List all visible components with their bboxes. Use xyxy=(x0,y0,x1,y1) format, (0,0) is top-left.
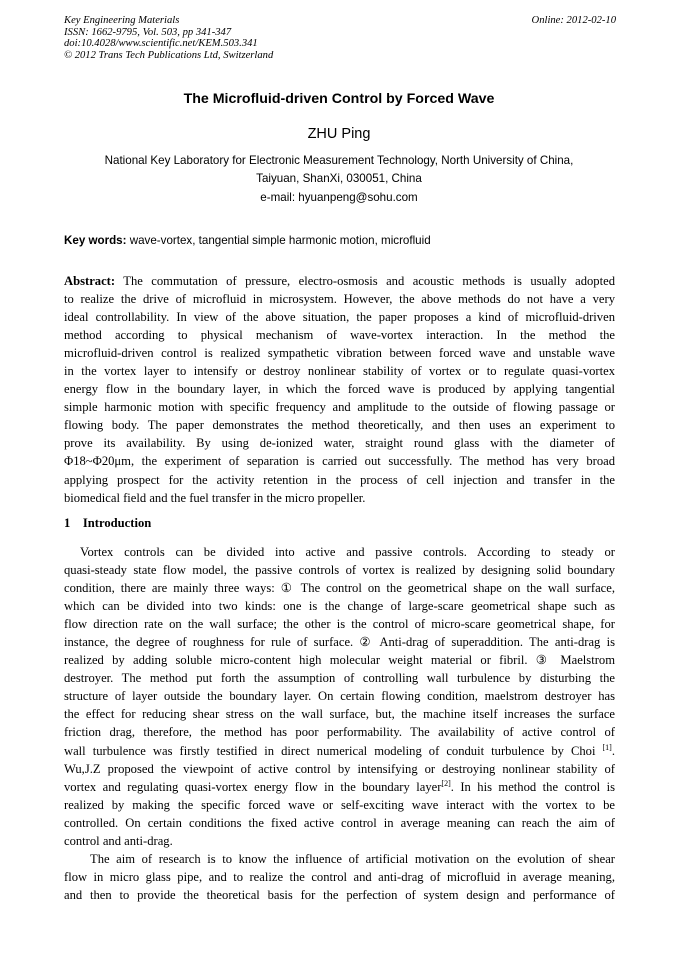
paper-title: The Microfluid-driven Control by Forced Wave xyxy=(183,91,495,107)
intro-line: condition, there are mainly three ways: ① The control on the geometrical shape on the wall surface, xyxy=(64,581,615,596)
abstract-line: prove its availability. By using de-ionized water, straight round glass with the diameter of xyxy=(64,436,615,451)
issn-line: ISSN: 1662-9795, Vol. 503, pp 341-347 xyxy=(64,26,232,38)
affiliation-line: National Key Laboratory for Electronic Measurement Technology, North University of China, xyxy=(104,154,574,167)
intro-line: flow direction rate on the wall surface; the other is the control of micro-scare geometrical shape, for xyxy=(64,617,615,632)
abstract xyxy=(64,272,615,507)
intro-line: control and anti-drag. xyxy=(64,833,173,848)
doi-line: doi:10.4028/www.scientific.net/KEM.503.341 xyxy=(64,38,258,50)
abstract-line: ideal controllability. In view of the above situation, the paper proposes a kind of microfluid-driven xyxy=(64,310,615,325)
intro-line: instance, the degree of roughness for rule of surface. ② Anti-drag of superaddition. The anti-drag is xyxy=(64,635,615,650)
keywords-text: wave-vortex, tangential simple harmonic motion, microfluid xyxy=(129,234,431,247)
affiliation-line: Taiyuan, ShanXi, 030051, China xyxy=(256,172,422,186)
abstract-line: to realize the drive of microfluid in microsystem. However, the above methods do not have a very xyxy=(64,292,615,307)
abstract-line-text: The commutation of pressure, electro-osmosis and acoustic methods is usually adopted xyxy=(123,274,615,288)
introduction-text xyxy=(64,543,615,904)
email-line: e-mail: hyuanpeng@sohu.com xyxy=(260,190,418,204)
abstract-line: microfluid-driven control is realized sympathetic vibration between forced wave and unstable wave xyxy=(64,346,615,361)
abstract-line: in the vortex layer to intensify or destroy nonlinear stability of vortex or to regulate quasi-vortex xyxy=(64,364,615,379)
section-heading xyxy=(64,516,151,531)
citation-ref: [1] xyxy=(602,742,612,752)
paper-author: ZHU Ping xyxy=(307,126,371,142)
intro-line-tail: . In his method the control is xyxy=(450,779,615,794)
intro-line: realized by making the specific forced wave or self-exciting wave interact with the vortex to be xyxy=(64,797,615,812)
intro-line: quasi-steady state flow model, the passive controls of vortex is realized by designing solid boundary xyxy=(64,563,615,578)
intro-line xyxy=(64,742,615,760)
intro-line: which can be divided into two kinds: one is the change of large-scare geometrical shape such as xyxy=(64,599,615,614)
section-number: 1 xyxy=(64,516,71,530)
intro-line xyxy=(64,778,615,796)
intro-line: controlled. On certain conditions the fixed active control in average meaning can reach the aim of xyxy=(64,815,615,830)
intro-line-text: vortex and regulating quasi-vortex energy flow in the boundary layer xyxy=(64,779,442,794)
intro-line: Vortex controls can be divided into active and passive controls. According to steady or xyxy=(80,545,615,559)
intro-line: The aim of research is to know the influence of artificial motivation on the evolution of shear xyxy=(90,851,615,866)
keywords xyxy=(64,234,616,247)
intro-line: and then to provide the theoretical basis for the perfection of system design and performance of xyxy=(64,887,615,902)
abstract-line: applying prospect for the activity retention in the process of cell injection and transfer in the xyxy=(64,472,615,487)
online-date: Online: 2012-02-10 xyxy=(531,15,616,26)
intro-line: destroyer. The method put forth the assumption of controlling wall turbulence by disturbing the xyxy=(64,671,615,686)
abstract-line: biomedical field and the fuel transfer in the micro propeller. xyxy=(64,490,366,505)
abstract-line: Φ18~Φ20μm, the experiment of separation is carried out successfully. The method has very broad xyxy=(64,454,615,469)
abstract-label: Abstract: xyxy=(64,274,116,288)
journal-name: Key Engineering Materials xyxy=(64,15,180,26)
abstract-line: flowing body. The paper demonstrates the method theoretically, and then uses an experiment to xyxy=(64,418,615,433)
citation-punct: . xyxy=(611,743,615,758)
affiliation xyxy=(0,152,678,207)
keywords-label: Key words: xyxy=(64,234,127,247)
citation-ref: [2] xyxy=(441,778,451,788)
section-title: Introduction xyxy=(82,516,152,530)
intro-line: Wu,J.Z proposed the viewpoint of active control by intensifying or destroying nonlinear stability of xyxy=(64,761,615,776)
journal-header xyxy=(64,15,616,61)
abstract-line xyxy=(64,272,615,290)
intro-line: flow in micro glass pipe, and to realize the control and anti-drag of microfluid in average meaning, xyxy=(64,869,615,884)
abstract-line: simple harmonic motion with specific frequency and amplitude to the outside of flowing passage or xyxy=(64,400,615,415)
intro-line: structure of layer outside the boundary layer. On certain flowing condition, maelstrom destroyer has xyxy=(64,689,615,704)
copyright-line: © 2012 Trans Tech Publications Ltd, Switzerland xyxy=(64,49,274,61)
abstract-line: energy flow in the boundary layer, in which the forced wave is produced by applying tangential xyxy=(64,382,615,397)
intro-line: realized by adding soluble micro-content high molecular weight material or fibril. ③ Maelstrom xyxy=(64,653,615,668)
intro-line: friction drag, therefore, the method has poor performability. The availability of active control of xyxy=(64,725,615,740)
intro-line: the effect for reducing shear stress on the wall surface, but, the machine itself increases the surface xyxy=(64,707,615,722)
abstract-line: method according to physical mechanism of wave-vortex interaction. In the method the xyxy=(64,328,615,343)
intro-line-text: wall turbulence was firstly testified in direct numerical modeling of conduit turbulence by Choi xyxy=(64,743,596,758)
